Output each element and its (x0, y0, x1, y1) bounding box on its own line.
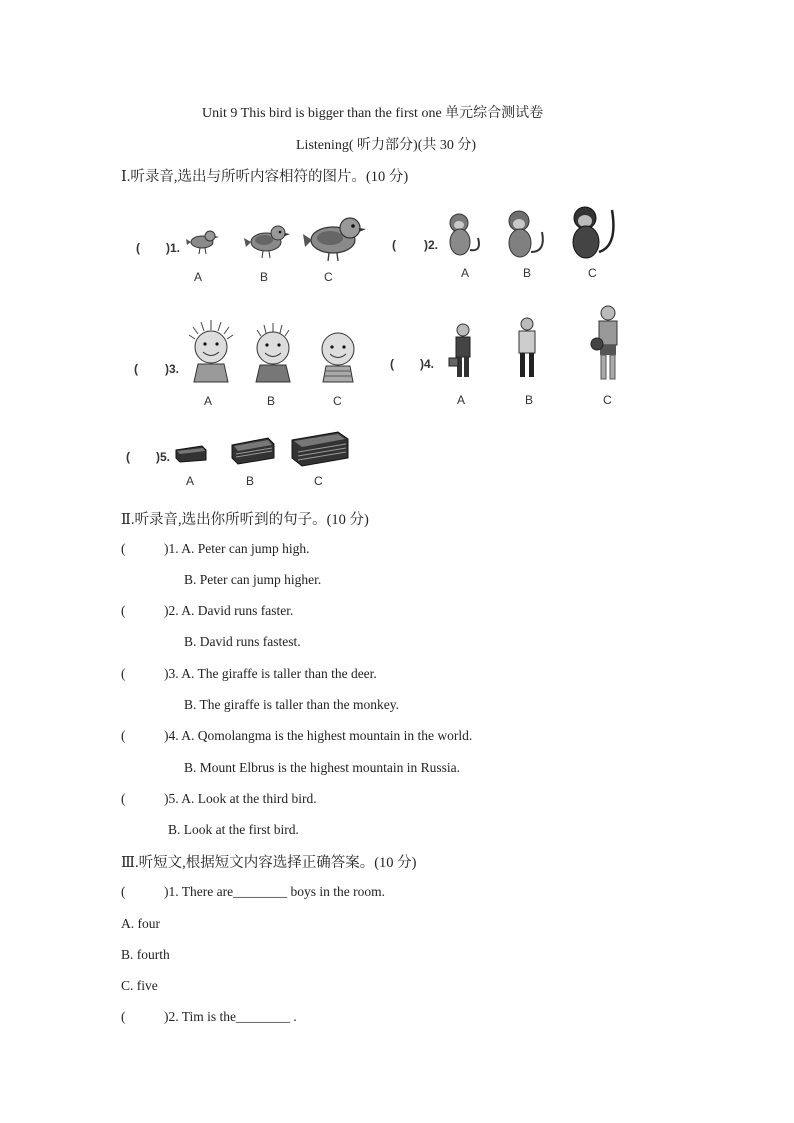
boy-face-icon (316, 330, 360, 384)
option-label: B (523, 266, 532, 280)
boy-face-icon (186, 318, 236, 384)
question-option-a: )2. A. David runs faster. (164, 603, 294, 618)
question-option-b: B. Peter can jump higher. (184, 572, 322, 587)
option-label: B (246, 474, 255, 488)
man-icon (588, 304, 628, 382)
option-label: C (324, 270, 333, 284)
answer-paren[interactable]: ( (392, 238, 396, 252)
question-text: )2. Tim is the________ . (164, 1009, 297, 1024)
question-option-b: B. Look at the first bird. (168, 822, 299, 837)
answer-paren[interactable]: ( (121, 728, 126, 743)
answer-paren[interactable]: ( (136, 241, 140, 255)
option-label: B (267, 394, 276, 408)
page-subtitle: Listening( 听力部分)(共 30 分) (296, 138, 477, 153)
choice-c: C. five (121, 978, 158, 993)
book-icon (174, 444, 208, 464)
answer-paren[interactable]: ( (121, 603, 126, 618)
option-label: C (333, 394, 342, 408)
answer-paren[interactable]: ( (121, 1009, 126, 1024)
monkey-icon (568, 206, 618, 260)
question-number: )4. (420, 357, 435, 371)
answer-paren[interactable]: ( (126, 450, 130, 464)
answer-paren[interactable]: ( (121, 884, 126, 899)
option-label: C (603, 393, 612, 407)
option-label: A (186, 474, 195, 488)
choice-a: A. four (121, 916, 160, 931)
option-label: A (194, 270, 203, 284)
option-label: C (314, 474, 323, 488)
question-option-b: B. The giraffe is taller than the monkey. (184, 697, 399, 712)
question-option-b: B. David runs fastest. (184, 634, 301, 649)
man-icon (448, 322, 478, 380)
question-number: )5. (156, 450, 171, 464)
answer-paren[interactable]: ( (390, 357, 394, 371)
answer-paren[interactable]: ( (121, 541, 126, 556)
option-label: A (457, 393, 466, 407)
boy-face-icon (248, 320, 298, 384)
option-label: B (260, 270, 269, 284)
question-number: )2. (424, 238, 439, 252)
option-label: A (204, 394, 213, 408)
page-title: Unit 9 This bird is bigger than the first one 单元综合测试卷 (202, 106, 544, 121)
question-number: )3. (165, 362, 180, 376)
answer-paren[interactable]: ( (121, 666, 126, 681)
bird-icon (186, 226, 218, 256)
question-option-b: B. Mount Elbrus is the highest mountain in Russia. (184, 760, 460, 775)
question-option-a: )1. A. Peter can jump high. (164, 541, 310, 556)
question-option-a: )3. A. The giraffe is taller than the deer. (164, 666, 377, 681)
question-option-a: )5. A. Look at the third bird. (164, 791, 317, 806)
man-icon (512, 316, 542, 380)
answer-paren[interactable]: ( (134, 362, 138, 376)
question-text: )1. There are________ boys in the room. (164, 884, 385, 899)
option-label: C (588, 266, 597, 280)
option-label: B (525, 393, 534, 407)
question-number: )1. (166, 241, 181, 255)
book-icon (290, 430, 350, 468)
section-3-heading: Ⅲ.听短文,根据短文内容选择正确答案。(10 分) (121, 855, 417, 871)
option-label: A (461, 266, 470, 280)
monkey-icon (504, 210, 546, 260)
book-icon (230, 436, 276, 466)
choice-b: B. fourth (121, 947, 170, 962)
monkey-icon (444, 212, 484, 258)
bird-icon (303, 214, 365, 262)
bird-icon (244, 222, 288, 260)
section-1-heading: Ⅰ.听录音,选出与所听内容相符的图片。(10 分) (121, 169, 409, 185)
question-option-a: )4. A. Qomolangma is the highest mountain in the world. (164, 728, 473, 743)
section-2-heading: Ⅱ.听录音,选出你所听到的句子。(10 分) (121, 512, 369, 528)
answer-paren[interactable]: ( (121, 791, 126, 806)
